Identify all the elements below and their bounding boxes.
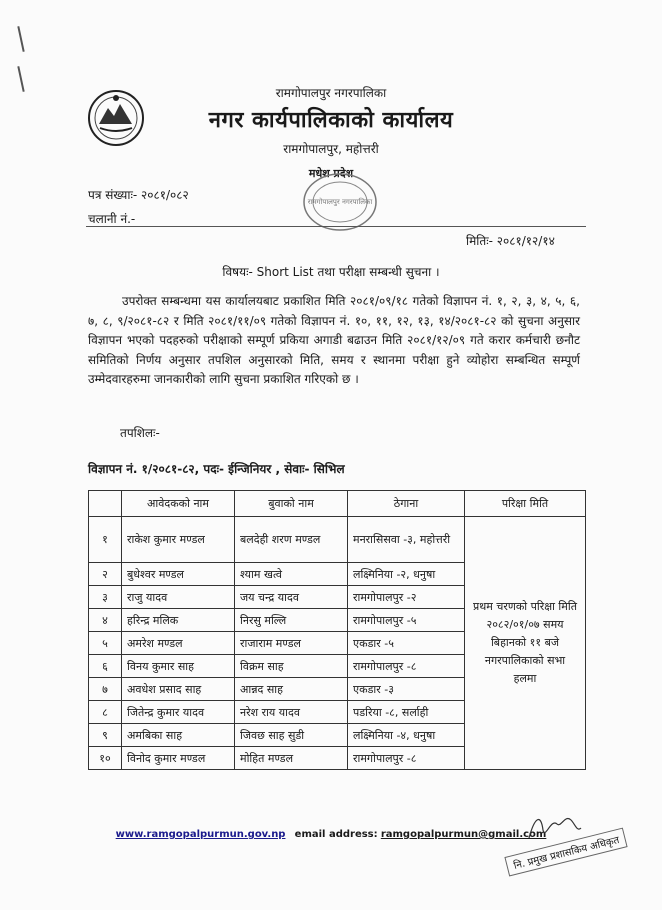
father-name: मोहित मण्डल xyxy=(235,747,348,770)
applicant-address: रामगोपालपुर -८ xyxy=(348,655,465,678)
column-header: आवेदकको नाम xyxy=(122,491,235,517)
applicant-name: हरिन्द्र मलिक xyxy=(122,609,235,632)
applicant-name: बुधेश्वर मण्डल xyxy=(122,563,235,586)
father-name: बलदेही शरण मण्डल xyxy=(235,517,348,563)
applicant-name: विनय कुमार साह xyxy=(122,655,235,678)
applicant-address: लक्ष्मिनिया -४, धनुषा xyxy=(348,724,465,747)
email-label: email address: xyxy=(294,829,378,840)
father-name: विक्रम साह xyxy=(235,655,348,678)
column-header xyxy=(89,491,122,517)
exam-schedule: प्रथम चरणको परिक्षा मिति २०८२/०१/०७ समय बिहानको ११ बजे नगरपालिकाको सभा हलमा xyxy=(465,517,586,770)
column-header: बुवाको नाम xyxy=(235,491,348,517)
applicant-name: अमबिका साह xyxy=(122,724,235,747)
office-stamp xyxy=(300,170,380,234)
applicant-address: लक्ष्मिनिया -२, धनुषा xyxy=(348,563,465,586)
applicant-address: रामगोपालपुर -८ xyxy=(348,747,465,770)
father-name: आन्नद साह xyxy=(235,678,348,701)
applicant-name: राकेश कुमार मण्डल xyxy=(122,517,235,563)
serial-number: २ xyxy=(89,563,122,586)
stamp-text: रामगोपालपुर नगरपालिका xyxy=(307,198,373,206)
serial-number: ५ xyxy=(89,632,122,655)
father-name: नरेश राय यादव xyxy=(235,701,348,724)
notice-paragraph: उपरोक्त सम्बन्धमा यस कार्यालयबाट प्रकाशित मिति २०८१/०९/१८ गतेको विज्ञापन नं. १, २, ३, ४, ५, ६, ७, ८, ९/२०८१-८२ र मिति २०८१/११/०९ गतेको विज्ञापन नं. १०, ११, १२, १३, १४/२०८१-८२ को सुचना अनुसार विज्ञापन भएको पदहरुको परीक्षाको सम्पूर्ण प्रकिया अगाडी बढाउन मिति २०८१/१२/०९ गते करार कर्मचारी छनौट समितिको निर्णय अनुसार तपशिल अनुसारको मिति, समय र स्थानमा परीक्षा हुने व्योहोरा सम्बन्धित सम्पूर्ण उम्मेदवारहरुमा जानकारीको लागि सुचना प्रकाशित गरिएको छ । xyxy=(88,294,580,386)
scan-mark xyxy=(17,26,24,52)
serial-number: १० xyxy=(89,747,122,770)
table-row xyxy=(89,517,586,563)
letter-date: मितिः- २०८१/१२/१४ xyxy=(466,234,555,248)
father-name: जय चन्द्र यादव xyxy=(235,586,348,609)
column-header: परिक्षा मिति xyxy=(465,491,586,517)
letter-number: पत्र संख्याः- २०८१/०८२ xyxy=(88,188,189,202)
applicant-name: अमरेश मण्डल xyxy=(122,632,235,655)
applicant-address: मनरासिसवा -३, महोत्तरी xyxy=(348,517,465,563)
email-link[interactable]: ramgopalpurmun@gmail.com xyxy=(380,829,547,840)
subject-line: विषयः- Short List तथा परीक्षा सम्बन्धी सुचना । xyxy=(222,265,440,279)
table-header-row xyxy=(89,491,586,517)
serial-number: ४ xyxy=(89,609,122,632)
province-name: मधेश प्रदेश xyxy=(308,167,354,180)
applicant-name: अवधेश प्रसाद साह xyxy=(122,678,235,701)
applicant-name: राजु यादव xyxy=(122,586,235,609)
serial-number: १ xyxy=(89,517,122,563)
advertisement-line: विज्ञापन नं. १/२०८१-८२, पदः- ईन्जिनियर , सेवाः- सिभिल xyxy=(88,462,345,476)
header-divider xyxy=(86,226,586,227)
column-header: ठेगाना xyxy=(348,491,465,517)
applicant-address: रामगोपालपुर -२ xyxy=(348,586,465,609)
office-address: रामगोपालपुर, महोत्तरी xyxy=(283,142,379,156)
serial-number: ८ xyxy=(89,701,122,724)
serial-number: ३ xyxy=(89,586,122,609)
municipality-name: रामगोपालपुर नगरपालिका xyxy=(275,86,387,100)
office-title: नगर कार्यपालिकाको कार्यालय xyxy=(208,108,454,133)
website-link[interactable]: www.ramgopalpurmun.gov.np xyxy=(115,829,286,840)
applicant-name: विनोद कुमार मण्डल xyxy=(122,747,235,770)
applicant-address: एकडार -३ xyxy=(348,678,465,701)
applicant-address: रामगोपालपुर -५ xyxy=(348,609,465,632)
father-name: राजाराम मण्डल xyxy=(235,632,348,655)
applicant-name: जितेन्द्र कुमार यादव xyxy=(122,701,235,724)
serial-number: ७ xyxy=(89,678,122,701)
father-name: श्याम खत्वे xyxy=(235,563,348,586)
dispatch-number: चलानी नं.- xyxy=(88,212,136,226)
father-name: निरसु मल्लि xyxy=(235,609,348,632)
serial-number: ६ xyxy=(89,655,122,678)
applicant-address: एकडार -५ xyxy=(348,632,465,655)
serial-number: ९ xyxy=(89,724,122,747)
shortlist-table xyxy=(88,490,586,770)
details-label: तपशिलः- xyxy=(120,426,160,440)
father-name: जिवछ साह सुडी xyxy=(235,724,348,747)
applicant-address: पडरिया -८, सर्लाही xyxy=(348,701,465,724)
signatory-stamp: नि. प्रमुख प्रशासकिय अधिकृत xyxy=(504,827,628,876)
